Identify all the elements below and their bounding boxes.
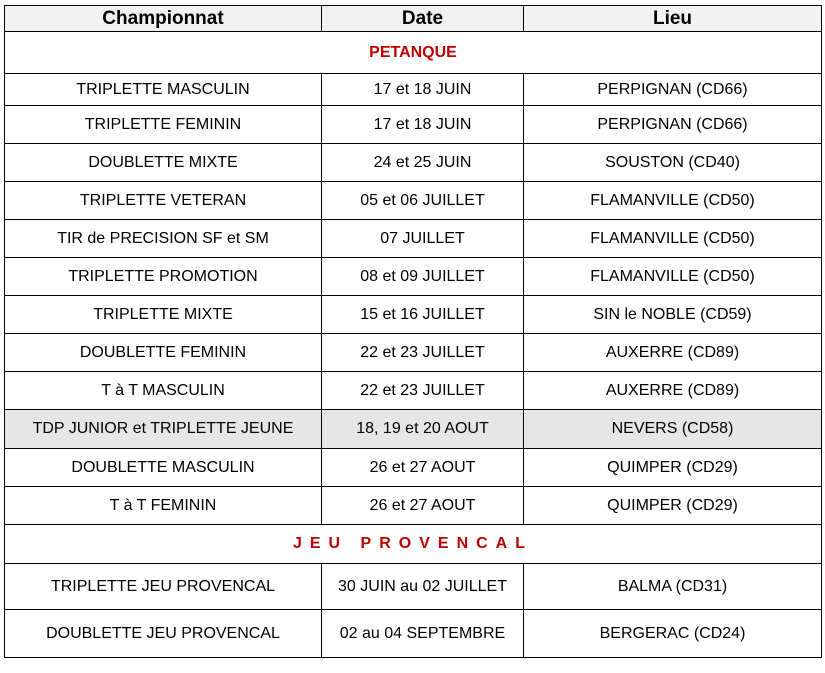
- table-row: [5, 74, 822, 106]
- table-row: [5, 182, 822, 220]
- cell-date: 07 JUILLET: [322, 220, 524, 258]
- table-row: [5, 334, 822, 372]
- cell-date: 26 et 27 AOUT: [322, 487, 524, 525]
- cell-lieu: SOUSTON (CD40): [524, 144, 822, 182]
- cell-championnat: DOUBLETTE JEU PROVENCAL: [5, 610, 322, 658]
- cell-lieu: PERPIGNAN (CD66): [524, 74, 822, 106]
- table-row: [5, 564, 822, 610]
- table-row: [5, 106, 822, 144]
- championship-schedule-table: [4, 5, 822, 658]
- table-row: [5, 449, 822, 487]
- cell-lieu: FLAMANVILLE (CD50): [524, 182, 822, 220]
- cell-lieu: FLAMANVILLE (CD50): [524, 258, 822, 296]
- cell-date: 30 JUIN au 02 JUILLET: [322, 564, 524, 610]
- cell-championnat: DOUBLETTE FEMININ: [5, 334, 322, 372]
- cell-date: 24 et 25 JUIN: [322, 144, 524, 182]
- header-championnat: Championnat: [5, 6, 322, 32]
- table-row: [5, 258, 822, 296]
- cell-date: 02 au 04 SEPTEMBRE: [322, 610, 524, 658]
- table-row: [5, 220, 822, 258]
- section-title-petanque: PETANQUE: [5, 32, 822, 74]
- cell-lieu: AUXERRE (CD89): [524, 334, 822, 372]
- cell-championnat: TIR de PRECISION SF et SM: [5, 220, 322, 258]
- cell-lieu: QUIMPER (CD29): [524, 487, 822, 525]
- cell-championnat: TRIPLETTE MIXTE: [5, 296, 322, 334]
- header-date: Date: [322, 6, 524, 32]
- table-row: [5, 487, 822, 525]
- cell-championnat: TDP JUNIOR et TRIPLETTE JEUNE: [5, 410, 322, 449]
- cell-championnat: TRIPLETTE MASCULIN: [5, 74, 322, 106]
- cell-championnat: TRIPLETTE FEMININ: [5, 106, 322, 144]
- table-row: [5, 296, 822, 334]
- section-title-jeu-provencal: JEU PROVENCAL: [5, 525, 822, 564]
- cell-date: 18, 19 et 20 AOUT: [322, 410, 524, 449]
- table-row: [5, 372, 822, 410]
- header-row: [5, 6, 822, 32]
- section-row-jeu-provencal: [5, 525, 822, 564]
- header-lieu: Lieu: [524, 6, 822, 32]
- cell-lieu: SIN le NOBLE (CD59): [524, 296, 822, 334]
- cell-date: 15 et 16 JUILLET: [322, 296, 524, 334]
- table-row: [5, 610, 822, 658]
- cell-date: 05 et 06 JUILLET: [322, 182, 524, 220]
- cell-date: 17 et 18 JUIN: [322, 74, 524, 106]
- cell-lieu: QUIMPER (CD29): [524, 449, 822, 487]
- cell-date: 26 et 27 AOUT: [322, 449, 524, 487]
- cell-lieu: FLAMANVILLE (CD50): [524, 220, 822, 258]
- cell-championnat: TRIPLETTE PROMOTION: [5, 258, 322, 296]
- section-row-petanque: [5, 32, 822, 74]
- cell-championnat: TRIPLETTE VETERAN: [5, 182, 322, 220]
- table-row: [5, 144, 822, 182]
- cell-date: 22 et 23 JUILLET: [322, 334, 524, 372]
- cell-championnat: DOUBLETTE MIXTE: [5, 144, 322, 182]
- cell-championnat: DOUBLETTE MASCULIN: [5, 449, 322, 487]
- cell-lieu: PERPIGNAN (CD66): [524, 106, 822, 144]
- cell-date: 08 et 09 JUILLET: [322, 258, 524, 296]
- cell-lieu: BALMA (CD31): [524, 564, 822, 610]
- cell-date: 22 et 23 JUILLET: [322, 372, 524, 410]
- cell-lieu: AUXERRE (CD89): [524, 372, 822, 410]
- cell-date: 17 et 18 JUIN: [322, 106, 524, 144]
- cell-lieu: NEVERS (CD58): [524, 410, 822, 449]
- cell-championnat: T à T MASCULIN: [5, 372, 322, 410]
- cell-championnat: TRIPLETTE JEU PROVENCAL: [5, 564, 322, 610]
- cell-championnat: T à T FEMININ: [5, 487, 322, 525]
- table-row-highlighted: [5, 410, 822, 449]
- cell-lieu: BERGERAC (CD24): [524, 610, 822, 658]
